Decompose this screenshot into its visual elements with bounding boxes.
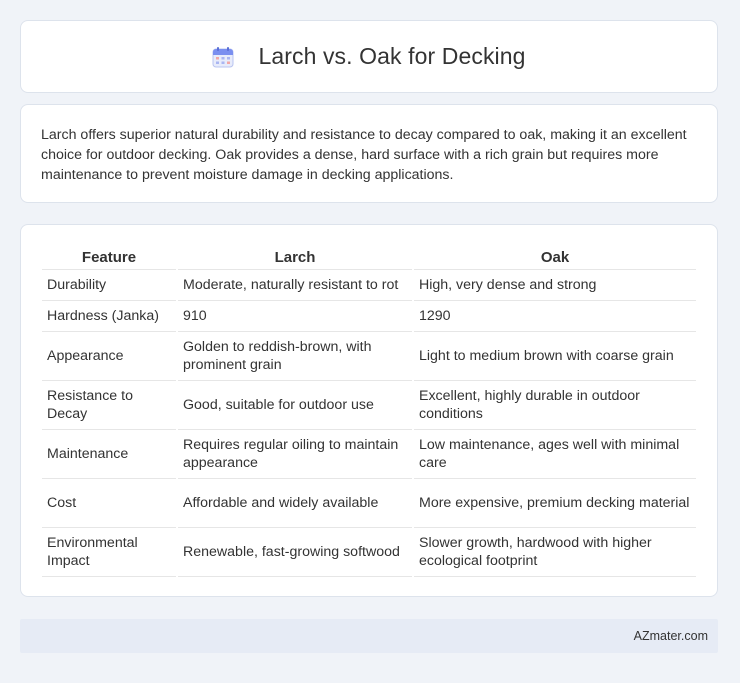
larch-cell: Golden to reddish-brown, with prominent grain: [178, 332, 412, 381]
header-oak: Oak: [414, 245, 696, 270]
oak-cell: Slower growth, hardwood with higher ecological footprint: [414, 528, 696, 577]
oak-cell: More expensive, premium decking material: [414, 479, 696, 528]
table-row: [42, 528, 696, 577]
larch-cell: Renewable, fast-growing softwood: [178, 528, 412, 577]
footer-brand[interactable]: AZmater.com: [633, 629, 708, 643]
header-feature: Feature: [42, 245, 176, 270]
feature-cell: Appearance: [42, 332, 176, 381]
title-card: [20, 20, 718, 93]
comparison-table-card: [20, 224, 718, 597]
oak-cell: 1290: [414, 301, 696, 332]
header-larch: Larch: [178, 245, 412, 270]
footer: [20, 619, 718, 653]
intro-text: Larch offers superior natural durability and resistance to decay compared to oak, making it an excellent choice for outdoor decking. Oak provides a dense, hard surface with a rich grain but requires more maintenance to prevent moisture damage in decking applications.: [41, 127, 687, 183]
table-row: [42, 479, 696, 528]
calendar-icon: [212, 46, 234, 68]
larch-cell: Requires regular oiling to maintain appearance: [178, 430, 412, 479]
feature-cell: Hardness (Janka): [42, 301, 176, 332]
feature-cell: Durability: [42, 270, 176, 301]
feature-cell: Environmental Impact: [42, 528, 176, 577]
oak-cell: Excellent, highly durable in outdoor conditions: [414, 381, 696, 430]
page-title: Larch vs. Oak for Decking: [258, 43, 526, 69]
intro-card: [20, 104, 718, 203]
table-row: [42, 332, 696, 381]
larch-cell: 910: [178, 301, 412, 332]
oak-cell: High, very dense and strong: [414, 270, 696, 301]
larch-cell: Affordable and widely available: [178, 479, 412, 528]
table-row: [42, 381, 696, 430]
table-header-row: [42, 245, 696, 270]
comparison-table: [40, 245, 698, 577]
table-row: [42, 301, 696, 332]
feature-cell: Resistance to Decay: [42, 381, 176, 430]
larch-cell: Moderate, naturally resistant to rot: [178, 270, 412, 301]
table-row: [42, 270, 696, 301]
oak-cell: Low maintenance, ages well with minimal care: [414, 430, 696, 479]
feature-cell: Cost: [42, 479, 176, 528]
table-row: [42, 430, 696, 479]
feature-cell: Maintenance: [42, 430, 176, 479]
oak-cell: Light to medium brown with coarse grain: [414, 332, 696, 381]
larch-cell: Good, suitable for outdoor use: [178, 381, 412, 430]
